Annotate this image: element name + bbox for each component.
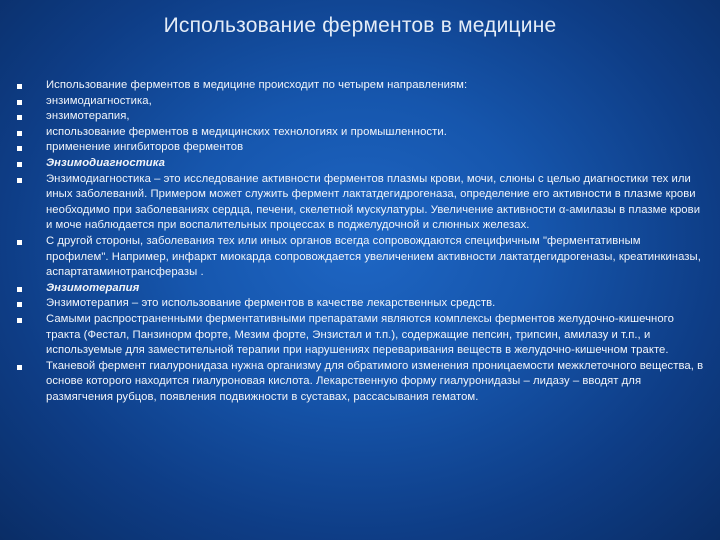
list-item-text: энзимотерапия, <box>46 110 130 123</box>
square-bullet-icon <box>14 296 46 312</box>
bullet-list <box>14 78 704 405</box>
list-item-text: Самыми распространенными ферментативными препаратами являются комплексы ферментов желудочно-кишечного тракта (Фестал, Панзинорм форте, Мезим форте, Энзистал и т.п.), содержащие пепсин, трипсин, амилазу и т.п., и используемые для заместительной терапии при нарушениях переваривания веществ в желудочно-кишечном тракте. <box>46 312 674 357</box>
list-item <box>14 140 704 156</box>
section-heading: Энзимотерапия <box>46 281 140 294</box>
square-bullet-icon <box>14 109 46 125</box>
square-bullet-icon <box>14 94 46 110</box>
list-item-text: использование ферментов в медицинских технологиях и промышленности. <box>46 125 447 138</box>
list-item-text: Использование ферментов в медицине происходит по четырем направлениям: <box>46 79 468 91</box>
square-bullet-icon <box>14 172 46 188</box>
square-bullet-icon <box>14 125 46 141</box>
list-item-text: Энзимотерапия – это использование ферментов в качестве лекарственных средств. <box>46 297 496 310</box>
square-bullet-icon <box>14 234 46 250</box>
square-bullet-icon <box>14 312 46 328</box>
list-item <box>14 78 704 94</box>
list-item <box>14 312 704 359</box>
list-item-heading <box>14 281 704 297</box>
list-item <box>14 94 704 110</box>
slide-title: Использование ферментов в медицине <box>163 14 557 37</box>
list-item <box>14 172 704 234</box>
section-heading: Энзимодиагностика <box>46 156 166 169</box>
list-item <box>14 125 704 141</box>
list-item-text: энзимодиагностика, <box>46 94 152 107</box>
square-bullet-icon <box>14 140 46 156</box>
list-item-text: применение ингибиторов ферментов <box>46 141 244 154</box>
square-bullet-icon <box>14 281 46 297</box>
square-bullet-icon <box>14 359 46 375</box>
square-bullet-icon <box>14 156 46 172</box>
list-item <box>14 234 704 281</box>
list-item-text: Тканевой фермент гиалуронидаза нужна организму для обратимого изменения проницаемости межклеточного вещества, в основе которого находится гиалуроновая кислота. Лекарственную форму гиалуронидазы – лидазу – вводят для размягчения рубцов, появления подвижности в суставах, рассасывания гематом. <box>46 359 704 403</box>
square-bullet-icon <box>14 78 46 94</box>
list-item <box>14 359 704 406</box>
list-item-heading <box>14 156 704 172</box>
list-item <box>14 296 704 312</box>
list-item <box>14 109 704 125</box>
list-item-text: Энзимодиагностика – это исследование активности ферментов плазмы крови, мочи, слюны с целью диагностики тех или иных заболеваний. Примером может служить фермент лактатдегидрогеназа, определение его активности в плазме крови необходимо при заболеваниях сердца, печени, скелетной мускулатуры. Увеличение активности α-амилазы в плазме крови и моче наблюдается при воспалительных процессах в поджелудочной и слюнных железах. <box>46 172 701 232</box>
list-item-text: С другой стороны, заболевания тех или иных органов всегда сопровождаются специфичным "ферментативным профилем". Например, инфаркт миокарда сопровождается увеличением активности лактатдегидрогеназы, креатинкиназы, аспартатаминотрансферазы . <box>46 234 701 279</box>
